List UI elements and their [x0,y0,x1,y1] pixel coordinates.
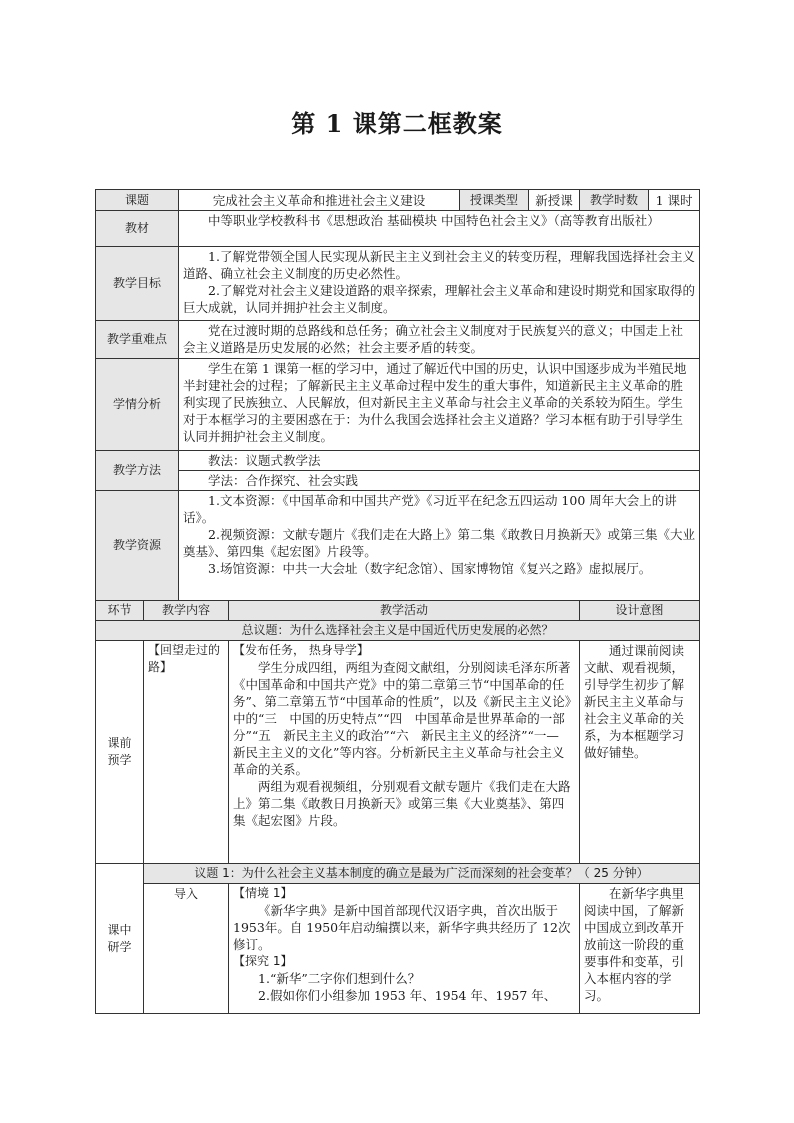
inclass-stage-line2: 研学 [107,939,132,954]
preclass-stage-line1: 课前 [107,736,132,750]
goal-item: 1.了解党带领全国人民实现从新民主主义到社会主义的转变历程，理解我国选择社会主义道路、确立社会主义制度的历史必然性。 [183,249,695,281]
inclass-intent-cell [580,884,700,1014]
preclass-row [96,641,700,864]
preclass-stage-line2: 预学 [107,753,132,767]
column-header-row [96,601,700,621]
learner-label: 学情分析 [96,359,179,451]
textbook-label: 教材 [96,211,179,247]
preclass-stage [96,641,144,864]
keypoints-row [96,321,700,359]
learner-row [96,359,700,451]
question-2: 2.假如你们小组参加 1953 年、1954 年、1957 年、 [258,988,557,1003]
goals-row [96,247,700,321]
inclass-stage [96,864,144,1014]
resources-row [96,491,700,601]
type-value: 新授课 [529,190,580,211]
preclass-content-cell [144,641,229,864]
issue1-row [96,864,700,884]
keypoints-text: 党在过渡时期的总路线和总任务；确立社会主义制度对于民族复兴的意义；中国走上社会主义道路是历史发展的必然；社会主要矛盾的转变。 [183,323,684,355]
resources-label: 教学资源 [96,491,179,601]
resource-item: 3.场馆资源：中共一大会址（数字纪念馆）、国家博物馆《复兴之路》虚拟展厅。 [208,561,652,576]
goal-item: 2.了解党对社会主义建设道路的艰辛探索，理解社会主义革命和建设时期党和国家取得的巨大成就，认同并拥护社会主义制度。 [183,283,695,315]
inclass-row [96,884,700,1014]
resource-item: 1.文本资源：《中国革命和中国共产党》《习近平在纪念五四运动 100 周年大会上的讲话》。 [183,493,677,525]
issue-1: 议题 1：为什么社会主义基本制度的确立是最为广泛而深刻的社会变革？（ 25 分钟） [144,864,700,884]
learn-method: 学法：合作探究、社会实践 [208,473,359,488]
stage-col-header: 环节 [96,601,144,621]
page-title: 第 1 课第二框教案 [291,109,503,138]
inclass-activity-cell [229,884,580,1014]
header-row [96,190,700,211]
goals-label: 教学目标 [96,247,179,321]
methods-label: 教学方法 [96,451,179,491]
preclass-para-1: 学生分成四组，两组为查阅文献组，分别阅读毛泽东所著《中国革命和中国共产党》中的第二章第三节“中国革命的任务”、第二章第五节“中国革命的性质”，以及《新民主主义论》中的“三 中国的历史特点”“四 中国革命是世界革命的一部分”“五 新民主主义的政治”“六 新民主主义的经济”“一— 新民主主义的文化”等内容。分析新民主主义革命与社会主义革命的关系。 [233,660,571,777]
task-heading: 【发布任务， 热身导学】 [233,643,369,657]
preclass-para-2: 两组为观看视频组，分别观看文献专题片《我们走在大路上》第二集《敢教日月换新天》或第三集《大业奠基》、第四集《起宏图》片段。 [233,779,571,828]
inclass-intent: 在新华字典里阅读中国，了解新中国成立到改革开放前这一阶段的重要事件和变革，引入本框内容的学习。 [584,886,685,1003]
teach-method: 教法：议题式教学法 [208,453,321,468]
lesson-plan-table [95,189,700,1014]
question-1: 1.“新华”二字你们想到什么？ [258,971,421,986]
preclass-activity-cell [229,641,580,864]
preclass-intent-cell [580,641,700,864]
situation-heading: 【情境 1】 [233,886,293,900]
preclass-content: 【回望走过的路】 [148,643,221,674]
inclass-content: 导入 [174,887,199,901]
resource-item: 2.视频资源：文献专题片《我们走在大路上》第二集《敢教日月换新天》或第三集《大业奠基》、第四集《起宏图》片段等。 [183,527,695,559]
inclass-stage-line1: 课中 [107,922,132,937]
situation-text: 《新华字典》是新中国首部现代汉语字典，首次出版于 1953年。自 1950年启动编撰以来，新华字典共经历了 12次修订。 [233,903,571,952]
overall-topic-row [96,621,700,641]
methods-row-2 [96,471,700,491]
intent-col-header: 设计意图 [580,601,700,621]
inclass-content-cell [144,884,229,1014]
preclass-intent: 通过课前阅读文献、观看视频，引导学生初步了解新民主主义革命与社会主义革命的关系，为本框题学习做好铺垫。 [584,643,685,760]
hours-label: 教学时数 [580,190,649,211]
methods-row-1 [96,451,700,471]
activity-col-header: 教学活动 [229,601,580,621]
overall-topic: 总议题：为什么选择社会主义是中国近代历史发展的必然？ [96,621,700,641]
learner-text: 学生在第 1 课第一框的学习中，通过了解近代中国的历史，认识中国逐步成为半殖民地半封建社会的过程；了解新民主主义革命过程中发生的重大事件，知道新民主主义革命的胜利实现了民族独立、人民解放，但对新民主主义革命与社会主义革命的关系较为陌生。学生对于本框学习的主要困惑在于：为什么我国会选择社会主义道路？学习本框有助于引导学生认同并拥护社会主义制度。 [183,361,687,444]
hours-value: 1 课时 [649,190,700,211]
keypoints-label: 教学重难点 [96,321,179,359]
textbook-row [96,211,700,247]
textbook-text: 中等职业学校教科书《思想政治 基础模块 中国特色社会主义》（高等教育出版社） [208,213,660,228]
topic-label: 课题 [96,190,179,211]
explore-heading: 【探究 1】 [233,954,293,968]
topic-value: 完成社会主义革命和推进社会主义建设 [179,190,460,211]
type-label: 授课类型 [460,190,529,211]
content-col-header: 教学内容 [144,601,229,621]
